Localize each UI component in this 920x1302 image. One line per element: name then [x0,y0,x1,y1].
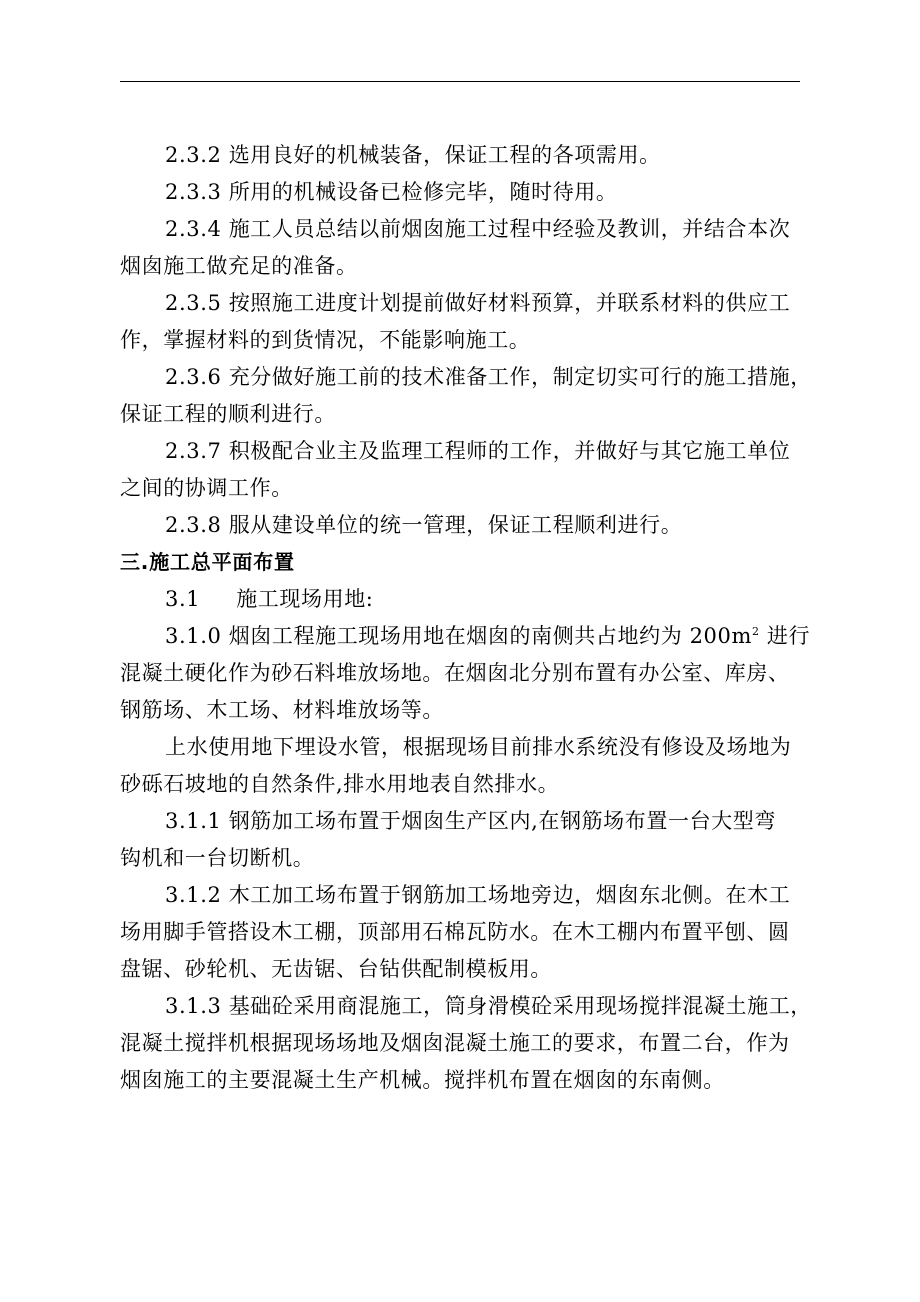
paragraph-line: 2.3.8 服从建设单位的统一管理，保证工程顺利进行。 [165,513,683,537]
superscript-2: 2 [751,625,760,638]
paragraph-line: 钢筋场、木工场、材料堆放场等。 [120,698,444,722]
paragraph-line: 钩机和一台切断机。 [120,846,315,870]
paragraph-line: 2.3.3 所用的机械设备已检修完毕，随时待用。 [165,180,618,204]
paragraph-line [120,618,811,655]
paragraph-line: 2.3.2 选用良好的机械装备，保证工程的各项需用。 [165,143,661,167]
subheading [120,581,802,618]
paragraph-text: 进行 [759,624,811,648]
paragraph-line: 2.3.6 充分做好施工前的技术准备工作，制定切实可行的施工措施， [165,365,812,389]
section-heading: 三.施工总平面布置 [120,550,295,574]
paragraph-line: 混凝土搅拌机根据现场场地及烟囱混凝土施工的要求，布置二台，作为 [120,1031,790,1055]
paragraph-line: 烟囱施工的主要混凝土生产机械。搅拌机布置在烟囱的东南侧。 [120,1068,725,1092]
paragraph-line: 盘锯、砂轮机、无齿锯、台钻供配制模板用。 [120,957,552,981]
document-body [120,137,812,1099]
paragraph-line: 之间的协调工作。 [120,476,293,500]
paragraph-line: 砂砾石坡地的自然条件,排水用地表自然排水。 [120,772,560,796]
paragraph-line: 作，掌握材料的到货情况，不能影响施工。 [120,328,531,352]
paragraph-line: 烟囱施工做充足的准备。 [120,254,358,278]
subheading-title: 施工现场用地: [236,587,374,611]
paragraph-line: 3.1.3 基础砼采用商混施工，筒身滑模砼采用现场搅拌混凝土施工， [165,994,812,1018]
paragraph-line: 2.3.7 积极配合业主及监理工程师的工作，并做好与其它施工单位 [165,439,791,463]
header-rule [120,81,800,82]
paragraph-line: 2.3.4 施工人员总结以前烟囱施工过程中经验及教训，并结合本次 [165,217,791,241]
paragraph-line: 混凝土硬化作为砂石料堆放场地。在烟囱北分别布置有办公室、库房、 [120,661,790,685]
paragraph-text: 3.1.0 烟囱工程施工现场用地在烟囱的南侧共占地约为 200m [165,624,752,648]
paragraph-line: 保证工程的顺利进行。 [120,402,336,426]
paragraph-line: 3.1.2 木工加工场布置于钢筋加工场地旁边，烟囱东北侧。在木工 [165,883,791,907]
subheading-number: 3.1 [165,587,201,611]
paragraph-line: 2.3.5 按照施工进度计划提前做好材料预算，并联系材料的供应工 [165,291,791,315]
paragraph-line: 3.1.1 钢筋加工场布置于烟囱生产区内,在钢筋场布置一台大型弯 [165,809,776,833]
paragraph-line: 上水使用地下埋设水管，根据现场目前排水系统没有修设及场地为 [165,735,792,759]
paragraph-line: 场用脚手管搭设木工棚，顶部用石棉瓦防水。在木工棚内布置平刨、圆 [120,920,790,944]
